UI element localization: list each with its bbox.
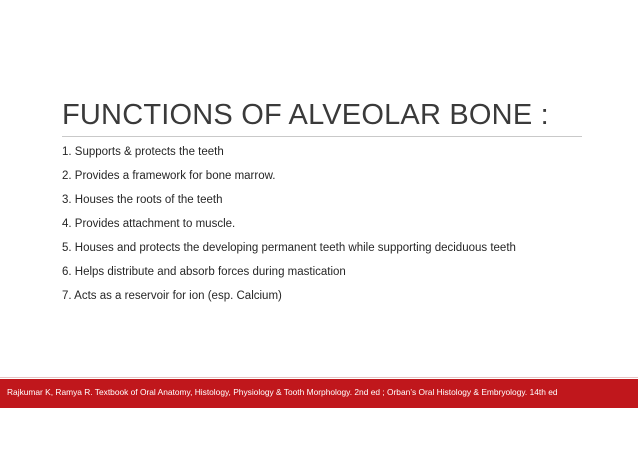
title-divider [62, 136, 582, 137]
list-item: 4. Provides attachment to muscle. [62, 218, 236, 230]
list-item: 5. Houses and protects the developing permanent teeth while supporting deciduous teeth [62, 242, 516, 254]
slide-title: FUNCTIONS OF ALVEOLAR BONE : [62, 99, 549, 131]
footer-divider [0, 377, 638, 378]
functions-list [62, 144, 516, 312]
footer-bar [0, 379, 638, 408]
footer-citation: Rajkumar K, Ramya R. Textbook of Oral Anatomy, Histology, Physiology & Tooth Morphology. 2nd ed ; Orban’s Oral Histology & Embryology. 14th ed [7, 387, 558, 397]
list-item: 1. Supports & protects the teeth [62, 146, 224, 158]
list-item: 6. Helps distribute and absorb forces during mastication [62, 266, 346, 278]
list-item: 7. Acts as a reservoir for ion (esp. Calcium) [62, 290, 282, 302]
list-item: 3. Houses the roots of the teeth [62, 194, 223, 206]
list-item: 2. Provides a framework for bone marrow. [62, 170, 276, 182]
